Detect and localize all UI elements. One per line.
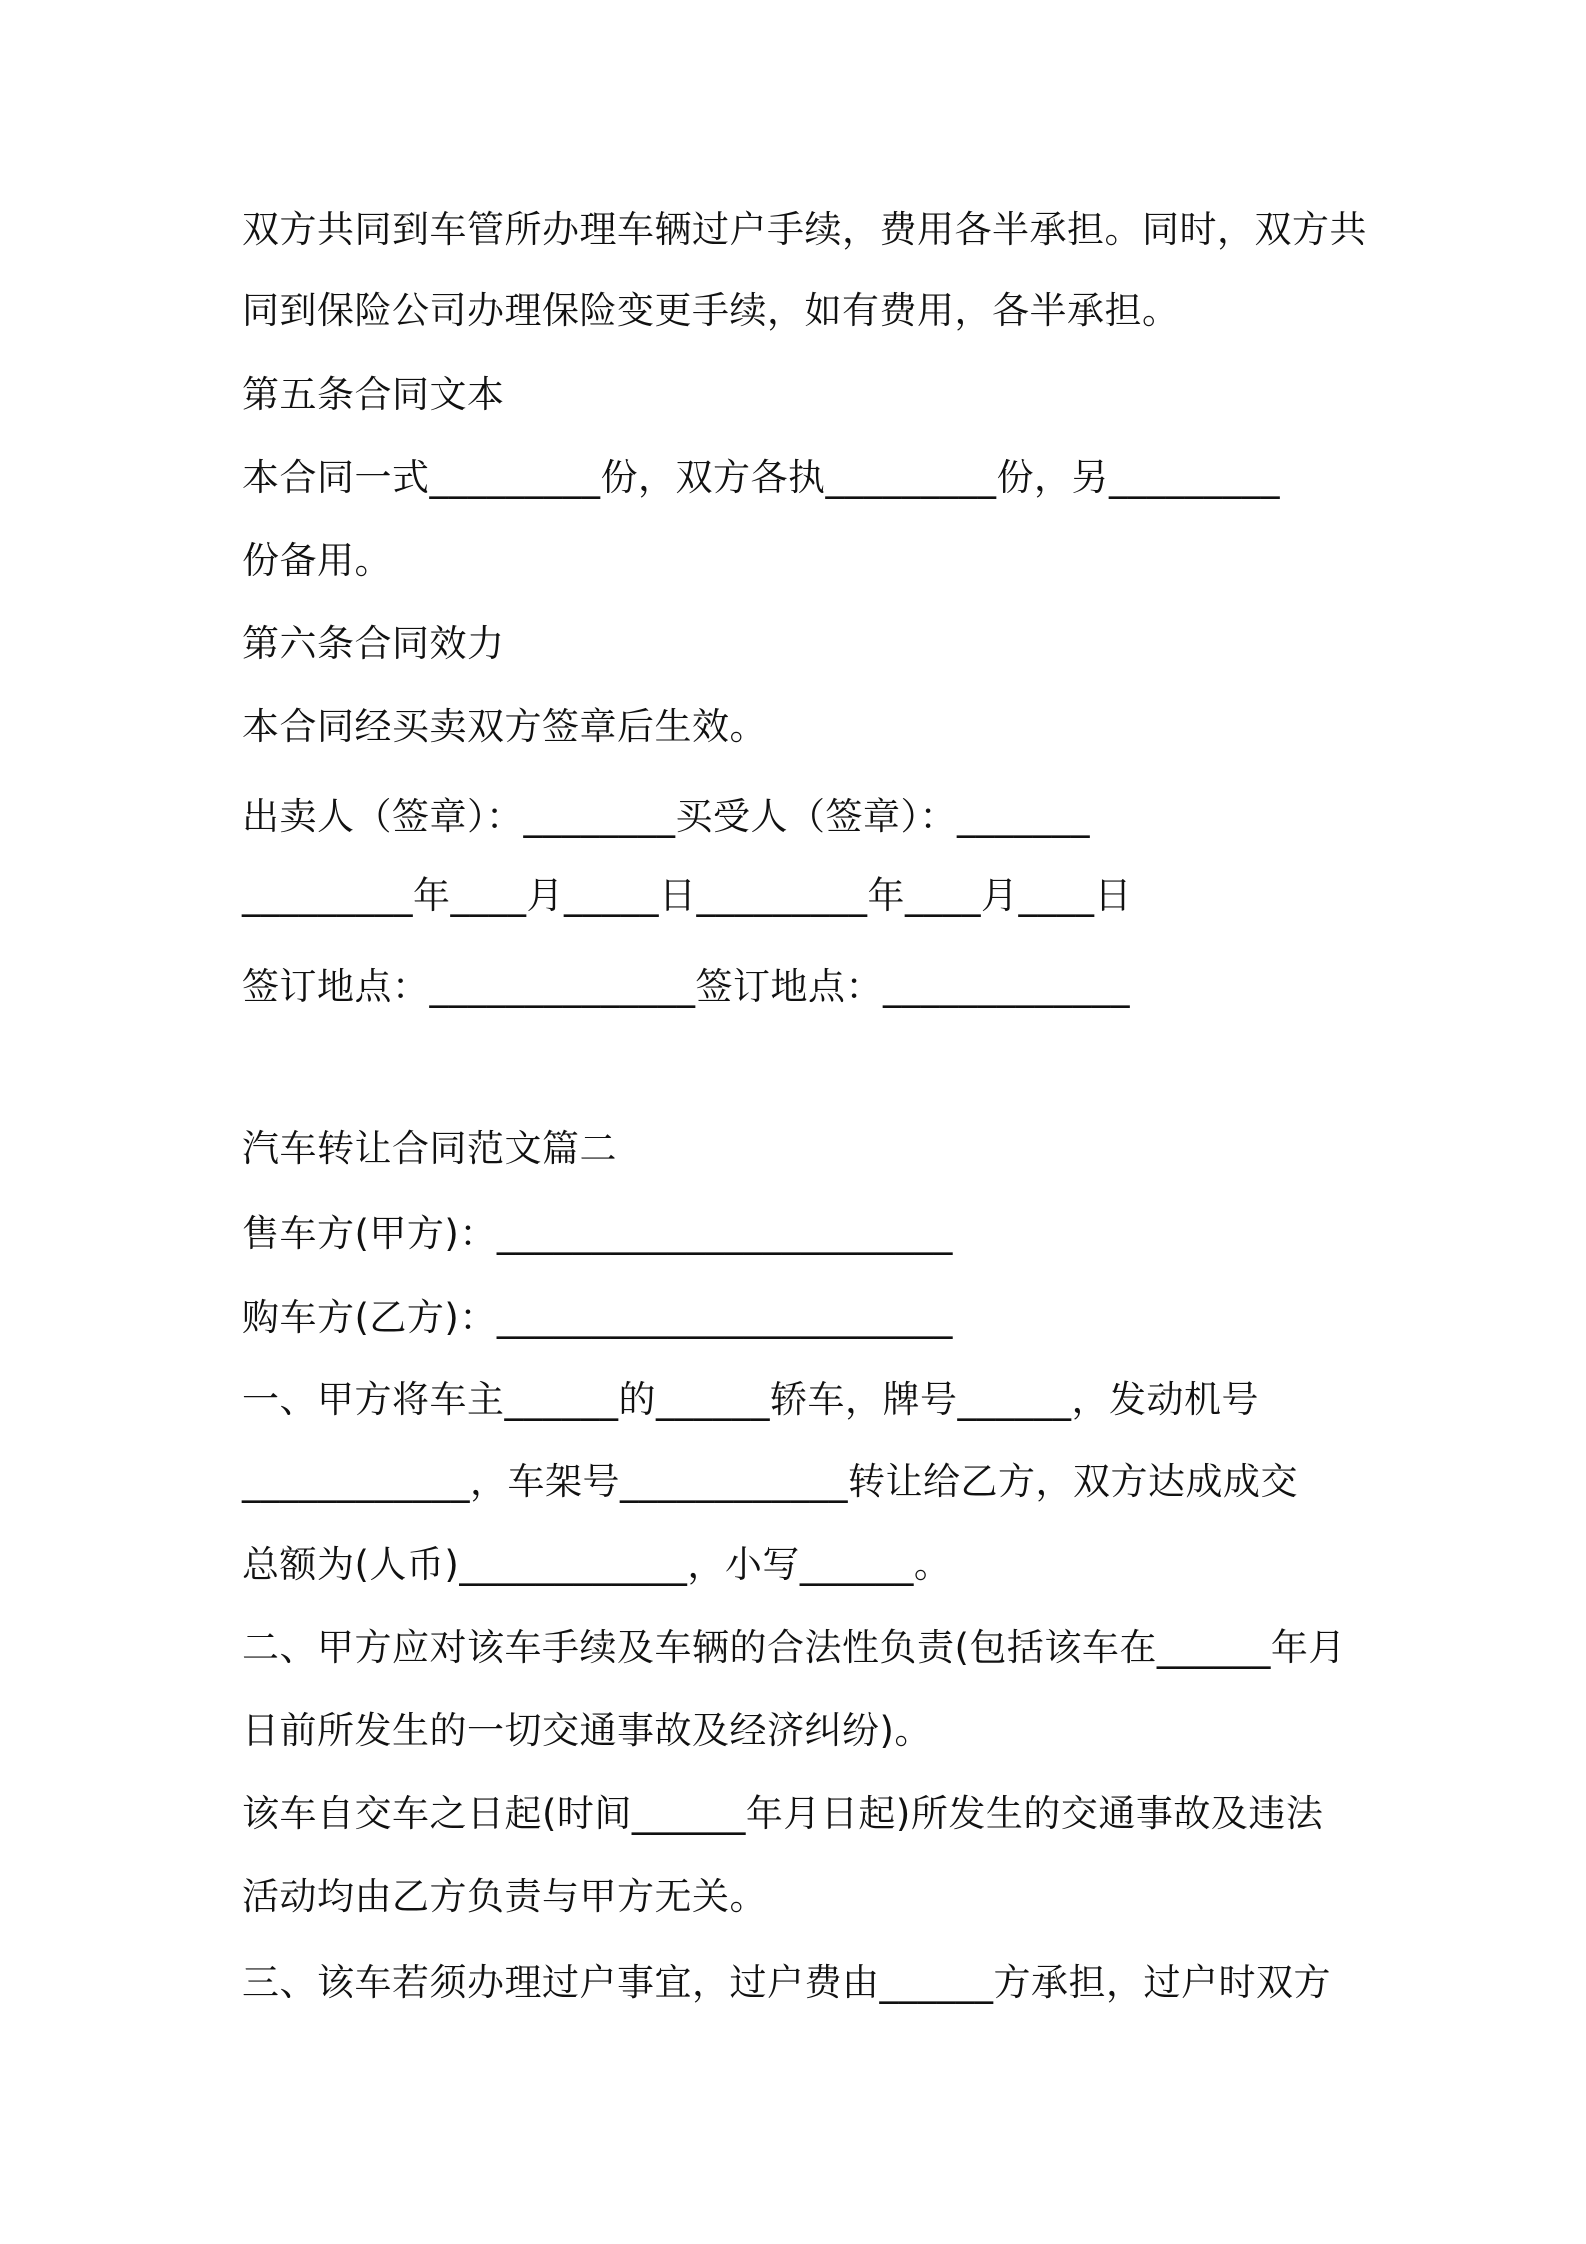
paragraph-line: 双方共同到车管所办理车辆过户手续，费用各半承担。同时，双方共	[242, 208, 1367, 251]
paragraph-line: 二、甲方应对该车手续及车辆的合法性负责(包括该车在______年月	[242, 1626, 1346, 1669]
section-heading: 第五条合同文本	[242, 373, 505, 416]
paragraph-line: 总额为(人币)____________，小写______。	[242, 1543, 952, 1586]
paragraph-line: 活动均由乙方负责与甲方无关。	[242, 1875, 767, 1918]
seller-field-line: 售车方(甲方)：________________________	[242, 1212, 953, 1255]
paragraph-line: 本合同经买卖双方签章后生效。	[242, 705, 767, 748]
paragraph-line: 该车自交车之日起(时间______年月日起)所发生的交通事故及违法	[242, 1792, 1324, 1835]
paragraph-line: 同到保险公司办理保险变更手续，如有费用，各半承担。	[242, 289, 1180, 332]
paragraph-line: 三、该车若须办理过户事宜，过户费由______方承担，过户时双方	[242, 1961, 1331, 2004]
buyer-field-line: 购车方(乙方)：________________________	[242, 1296, 953, 1339]
signature-line: 出卖人（签章）：________买受人（签章）：_______	[242, 795, 1090, 838]
section-heading: 第六条合同效力	[242, 622, 505, 665]
paragraph-line: 本合同一式_________份，双方各执_________份，另_________	[242, 456, 1280, 499]
paragraph-line: 日前所发生的一切交通事故及经济纠纷)。	[242, 1709, 932, 1752]
paragraph-line: 份备用。	[242, 539, 392, 582]
date-line: _________年____月_____日_________年____月____日	[242, 874, 1132, 917]
paragraph-line: 一、甲方将车主______的______轿车，牌号______，发动机号	[242, 1378, 1259, 1421]
signing-place-line: 签订地点：______________签订地点：_____________	[242, 965, 1130, 1008]
document-title: 汽车转让合同范文篇二	[242, 1127, 617, 1170]
paragraph-line: ____________，车架号____________转让给乙方，双方达成成交	[242, 1460, 1298, 1503]
